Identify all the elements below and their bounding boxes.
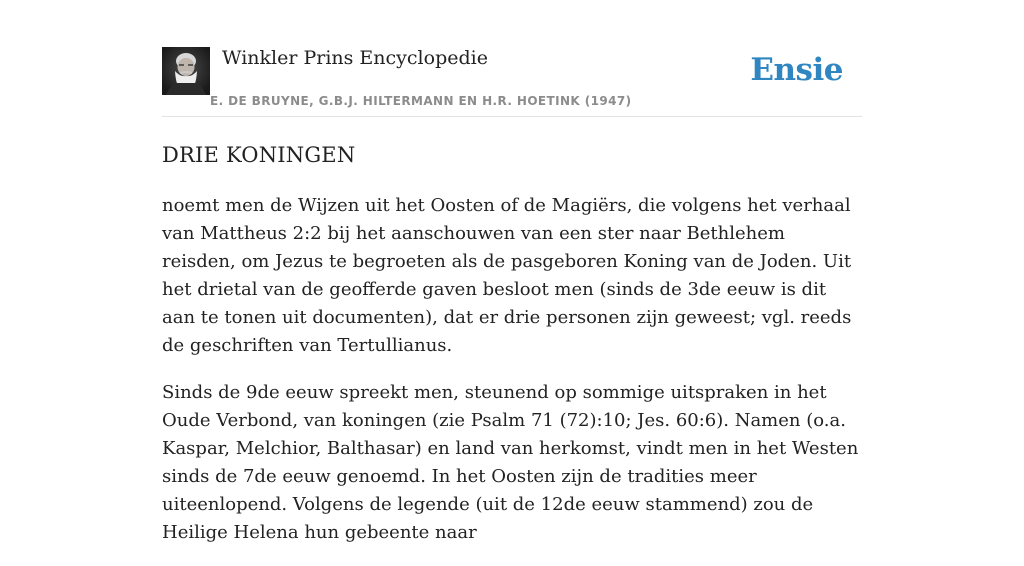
brand-logo-link[interactable]: Ensie	[750, 52, 843, 88]
bearded-man-portrait-icon	[162, 47, 210, 95]
authors-line: E. DE BRUYNE, G.B.J. HILTERMANN EN H.R. HOETINK (1947)	[210, 94, 632, 108]
site-title[interactable]: Winkler Prins Encyclopedie	[222, 47, 488, 69]
article-paragraph: Sinds de 9de eeuw spreekt men, steunend op sommige uitspraken in het Oude Verbond, van koningen (zie Psalm 71 (72):10; Jes. 60:6). Namen (o.a. Kaspar, Melchior, Balthasar) en land van herkomst, vindt men in het Westen sinds de 7de eeuw genoemd. In het Oosten zijn de tradities meer uiteenlopend. Volgens de legende (uit de 12de eeuw stammend) zou de Heilige Helena hun gebeente naar	[162, 382, 859, 543]
article-page	[162, 0, 862, 543]
article-body	[162, 192, 862, 566]
article-paragraph: noemt men de Wijzen uit het Oosten of de Magiërs, die volgens het verhaal van Mattheus 2:2 bij het aanschouwen van een ster naar Bethlehem reisden, om Jezus te begroeten als de pasgeboren Koning van de Joden. Uit het drietal van de geofferde gaven besloot men (sinds de 3de eeuw is dit aan te tonen uit documenten), dat er drie personen zijn geweest; vgl. reeds de geschriften van Tertullianus.	[162, 195, 852, 356]
source-header	[162, 46, 862, 117]
article-title: DRIE KONINGEN	[162, 143, 356, 167]
author-avatar[interactable]	[162, 47, 210, 95]
